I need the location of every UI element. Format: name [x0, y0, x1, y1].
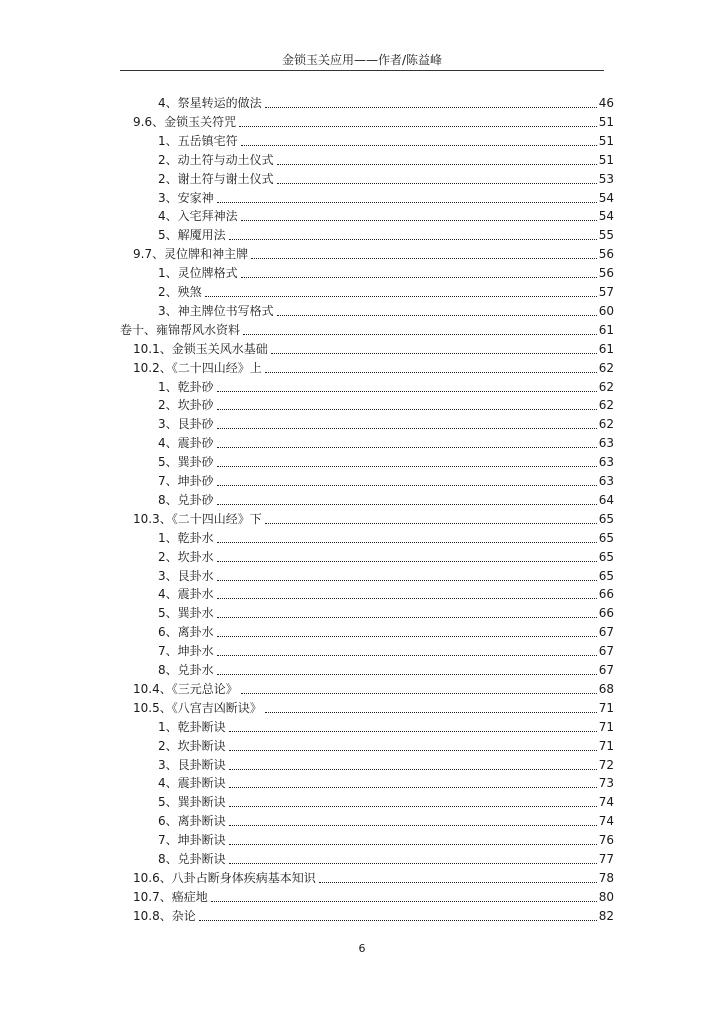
toc-entry-page: 51 — [598, 152, 614, 167]
toc-entry-page: 56 — [598, 266, 614, 281]
toc-entry[interactable] — [158, 453, 614, 472]
toc-entry-title: 3、艮卦水 — [158, 568, 214, 583]
dot-leader — [271, 353, 597, 354]
toc-entry-page: 46 — [598, 96, 614, 110]
toc-entry-title: 4、震卦砂 — [158, 436, 214, 451]
dot-leader — [239, 126, 597, 127]
toc-entry-title: 10.8、杂论 — [133, 908, 196, 923]
toc-entry[interactable] — [158, 737, 614, 756]
toc-entry[interactable] — [133, 113, 614, 132]
toc-entry-page: 62 — [598, 417, 614, 432]
toc-entry-title: 2、坎卦水 — [158, 549, 214, 564]
toc-entry[interactable] — [133, 907, 614, 926]
toc-entry-title: 卷十、雍锦帮风水资料 — [120, 322, 241, 337]
dot-leader — [217, 636, 597, 637]
toc-entry-title: 1、乾卦水 — [158, 530, 214, 545]
dot-leader — [205, 296, 597, 297]
header-divider — [120, 70, 604, 71]
toc-entry-page: 55 — [598, 228, 614, 243]
dot-leader — [265, 107, 597, 108]
toc-entry[interactable] — [158, 94, 614, 113]
toc-entry[interactable] — [158, 472, 614, 491]
toc-entry[interactable] — [158, 226, 614, 245]
toc-entry-title: 9.7、灵位牌和神主牌 — [133, 247, 249, 262]
toc-entry-page: 62 — [598, 379, 614, 394]
toc-entry-title: 8、兑卦断诀 — [158, 852, 226, 866]
toc-entry[interactable] — [158, 264, 614, 283]
toc-entry-page: 61 — [598, 322, 614, 337]
dot-leader — [229, 769, 597, 770]
toc-entry[interactable] — [158, 567, 614, 586]
page-number: 6 — [358, 942, 366, 955]
dot-leader — [217, 561, 597, 562]
toc-entry-title: 1、五岳镇宅符 — [158, 133, 238, 148]
toc-entry[interactable] — [120, 321, 614, 340]
toc-entry-title: 2、殃煞 — [158, 285, 202, 299]
toc-entry-title: 1、灵位牌格式 — [158, 266, 238, 281]
dot-leader — [217, 202, 597, 203]
toc-entry-title: 5、巽卦断诀 — [158, 795, 226, 810]
toc-entry[interactable] — [158, 302, 614, 321]
dot-leader — [217, 617, 597, 618]
toc-entry-title: 10.7、癌症地 — [133, 889, 208, 904]
toc-entry[interactable] — [158, 661, 614, 680]
toc-entry-page: 63 — [598, 474, 614, 488]
toc-entry[interactable] — [133, 869, 614, 888]
toc-entry[interactable] — [158, 604, 614, 623]
toc-entry-title: 3、艮卦断诀 — [158, 757, 226, 772]
toc-entry-title: 7、坤卦砂 — [158, 474, 214, 488]
toc-entry[interactable] — [158, 585, 614, 604]
toc-entry-title: 5、解魇用法 — [158, 228, 226, 243]
toc-entry[interactable] — [158, 491, 614, 510]
dot-leader — [217, 428, 597, 429]
toc-entry-title: 7、坤卦水 — [158, 644, 214, 659]
dot-leader — [217, 504, 597, 505]
toc-entry[interactable] — [158, 207, 614, 226]
dot-leader — [229, 787, 597, 788]
toc-entry[interactable] — [158, 434, 614, 453]
toc-entry[interactable] — [158, 623, 614, 642]
dot-leader — [229, 825, 597, 826]
toc-entry-page: 67 — [598, 625, 614, 640]
toc-entry-page: 63 — [598, 436, 614, 451]
toc-entry-page: 54 — [598, 190, 614, 205]
toc-entry-title: 2、谢土符与谢土仪式 — [158, 171, 274, 186]
toc-entry-page: 51 — [598, 114, 614, 129]
toc-entry-page: 72 — [598, 757, 614, 772]
toc-entry-page: 71 — [598, 719, 614, 734]
toc-entry[interactable] — [158, 756, 614, 775]
toc-entry[interactable] — [158, 548, 614, 567]
toc-entry-page: 74 — [598, 795, 614, 810]
dot-leader — [217, 580, 597, 581]
toc-entry-page: 74 — [598, 814, 614, 829]
dot-leader — [277, 183, 597, 184]
toc-entry-page: 82 — [598, 908, 614, 923]
dot-leader — [229, 806, 597, 807]
toc-entry[interactable] — [158, 812, 614, 831]
toc-entry[interactable] — [158, 415, 614, 434]
dot-leader — [217, 655, 597, 656]
dot-leader — [265, 372, 597, 373]
toc-entry[interactable] — [158, 718, 614, 737]
toc-entry-title: 10.6、八卦占断身体疾病基本知识 — [133, 870, 316, 885]
toc-entry[interactable] — [158, 529, 614, 548]
dot-leader — [217, 542, 597, 543]
toc-entry-page: 78 — [598, 870, 614, 885]
dot-leader — [241, 145, 597, 146]
toc-entry-page: 65 — [598, 549, 614, 564]
toc-entry[interactable] — [158, 850, 614, 869]
toc-entry-page: 65 — [598, 568, 614, 583]
dot-leader — [217, 466, 597, 467]
dot-leader — [251, 258, 597, 259]
toc-entry-title: 10.5、《八宫吉凶断诀》 — [133, 700, 262, 715]
dot-leader — [265, 523, 597, 524]
toc-entry-title: 10.3、《二十四山经》下 — [133, 511, 262, 526]
toc-entry-title: 10.2、《二十四山经》上 — [133, 360, 262, 375]
toc-entry-title: 7、坤卦断诀 — [158, 833, 226, 848]
toc-entry[interactable] — [158, 151, 614, 170]
toc-entry[interactable] — [158, 132, 614, 151]
toc-entry-title: 4、震卦断诀 — [158, 776, 226, 791]
toc-entry-title: 6、离卦断诀 — [158, 814, 226, 829]
toc-entry-page: 61 — [598, 341, 614, 356]
toc-entry[interactable] — [133, 699, 614, 718]
toc-entry[interactable] — [133, 510, 614, 529]
toc-entry[interactable] — [158, 189, 614, 208]
toc-entry-title: 3、神主牌位书写格式 — [158, 303, 274, 318]
dot-leader — [319, 882, 597, 883]
toc-entry[interactable] — [133, 340, 614, 359]
toc-entry-title: 1、乾卦断诀 — [158, 719, 226, 734]
toc-entry-page: 57 — [598, 285, 614, 299]
toc-entry[interactable] — [158, 774, 614, 793]
dot-leader — [229, 750, 597, 751]
dot-leader — [277, 164, 597, 165]
toc-entry-page: 68 — [598, 681, 614, 696]
toc-entry[interactable] — [133, 245, 614, 264]
dot-leader — [217, 409, 597, 410]
toc-entry[interactable] — [158, 283, 614, 302]
dot-leader — [217, 674, 597, 675]
toc-entry-title: 1、乾卦砂 — [158, 379, 214, 394]
dot-leader — [229, 731, 597, 732]
toc-entry-title: 2、坎卦断诀 — [158, 738, 226, 753]
toc-entry-title: 2、动土符与动土仪式 — [158, 152, 274, 167]
dot-leader — [265, 712, 597, 713]
toc-entry-page: 62 — [598, 360, 614, 375]
toc-entry[interactable] — [158, 793, 614, 812]
toc-entry-title: 10.1、金锁玉关风水基础 — [133, 341, 268, 356]
toc-entry[interactable] — [158, 170, 614, 189]
toc-entry-title: 4、入宅拜神法 — [158, 209, 238, 224]
toc-entry-title: 4、震卦水 — [158, 587, 214, 602]
dot-leader — [229, 844, 597, 845]
dot-leader — [211, 901, 597, 902]
toc-entry-page: 76 — [598, 833, 614, 848]
toc-entry[interactable] — [133, 359, 614, 378]
toc-entry-title: 2、坎卦砂 — [158, 398, 214, 413]
toc-entry-page: 56 — [598, 247, 614, 262]
running-header: 金锁玉关应用——作者/陈益峰 — [281, 53, 443, 67]
toc-entry-page: 53 — [598, 171, 614, 186]
dot-leader — [229, 239, 597, 240]
toc-entry-page: 64 — [598, 492, 614, 507]
dot-leader — [199, 920, 597, 921]
toc-entry-title: 5、巽卦砂 — [158, 455, 214, 470]
toc-entry-title: 3、艮卦砂 — [158, 417, 214, 432]
toc-entry-page: 77 — [598, 852, 614, 866]
toc-entry-title: 10.4、《三元总论》 — [133, 681, 238, 696]
toc-entry[interactable] — [158, 831, 614, 850]
toc-entry-page: 66 — [598, 606, 614, 621]
toc-entry-title: 8、兑卦砂 — [158, 492, 214, 507]
toc-entry-title: 4、祭星转运的做法 — [158, 96, 262, 110]
dot-leader — [241, 220, 597, 221]
toc-entry[interactable] — [158, 642, 614, 661]
dot-leader — [241, 693, 597, 694]
toc-entry-page: 67 — [598, 663, 614, 677]
toc-entry-page: 65 — [598, 511, 614, 526]
dot-leader — [243, 334, 597, 335]
toc-entry[interactable] — [158, 396, 614, 415]
toc-entry-page: 62 — [598, 398, 614, 413]
dot-leader — [229, 863, 597, 864]
dot-leader — [217, 391, 597, 392]
toc-entry-page: 71 — [598, 738, 614, 753]
toc-entry-page: 66 — [598, 587, 614, 602]
toc-entry-page: 63 — [598, 455, 614, 470]
toc-entry-page: 51 — [598, 133, 614, 148]
dot-leader — [217, 447, 597, 448]
toc-entry-page: 54 — [598, 209, 614, 224]
toc-entry[interactable] — [158, 378, 614, 397]
dot-leader — [277, 315, 597, 316]
toc-entry-title: 6、离卦水 — [158, 625, 214, 640]
toc-entry-page: 60 — [598, 303, 614, 318]
toc-entry-page: 71 — [598, 700, 614, 715]
toc-entry[interactable] — [133, 680, 614, 699]
toc-entry-page: 67 — [598, 644, 614, 659]
toc-entry-title: 5、巽卦水 — [158, 606, 214, 621]
dot-leader — [217, 485, 597, 486]
toc-entry-title: 3、安家神 — [158, 190, 214, 205]
dot-leader — [217, 598, 597, 599]
toc-entry-page: 73 — [598, 776, 614, 791]
toc-entry-page: 80 — [598, 889, 614, 904]
toc-entry-page: 65 — [598, 530, 614, 545]
toc-entry-title: 9.6、金锁玉关符咒 — [133, 114, 237, 129]
dot-leader — [241, 277, 597, 278]
toc-entry[interactable] — [133, 888, 614, 907]
toc-entry-title: 8、兑卦水 — [158, 663, 214, 677]
